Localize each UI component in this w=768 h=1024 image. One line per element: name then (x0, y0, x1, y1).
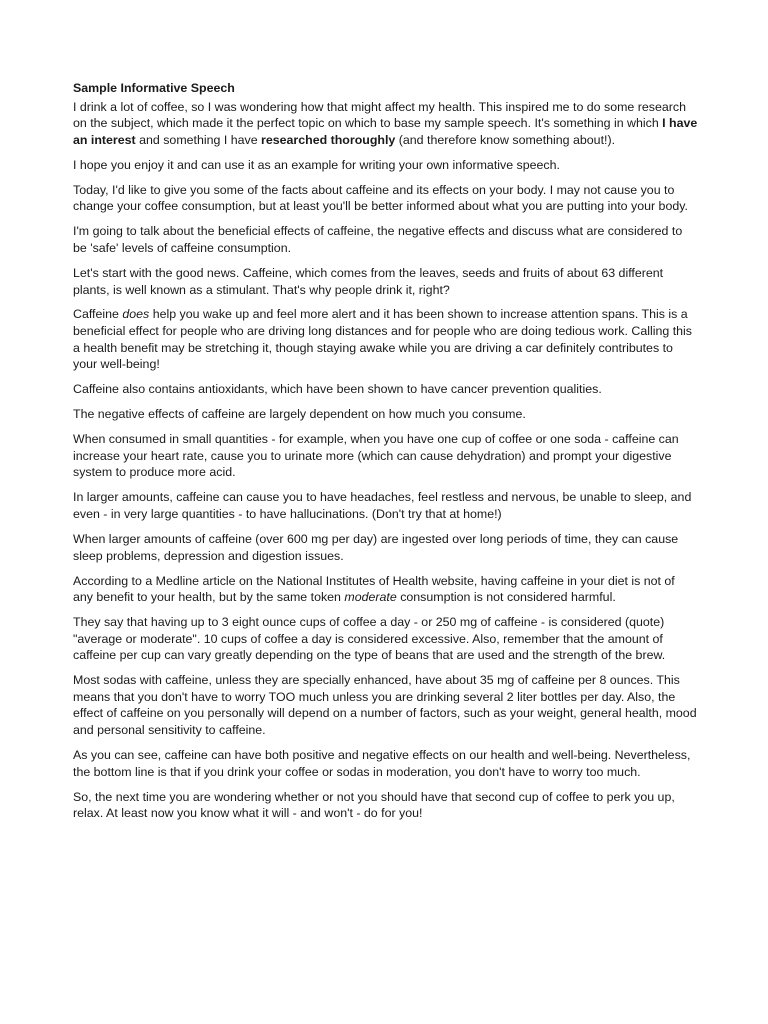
paragraph-text: consumption is not considered harmful. (396, 590, 616, 605)
paragraph: Today, I'd like to give you some of the facts about caffeine and its effects on your body. I may not cause you to change your coffee consumption, but at least you'll be better informed about what you are putting into your body. (73, 182, 688, 214)
paragraph: Caffeine also contains antioxidants, which have been shown to have cancer prevention qualities. (73, 382, 602, 397)
paragraph: So, the next time you are wondering whether or not you should have that second cup of coffee to perk you up, relax. At least now you know what it will - and won't - do for you! (73, 789, 675, 821)
document-title: Sample Informative Speech (73, 81, 235, 95)
paragraph-text: (and therefore know something about!). (395, 132, 616, 147)
paragraph: As you can see, caffeine can have both positive and negative effects on our health and well-being. Nevertheless, the bottom line is that if you drink your coffee or sodas in moderation, you don't have to worry too much. (73, 748, 691, 779)
italic-word-does: does (122, 307, 150, 322)
paragraph: The negative effects of caffeine are largely dependent on how much you consume. (73, 407, 526, 422)
paragraph-intro (73, 99, 698, 149)
paragraph: When larger amounts of caffeine (over 600 mg per day) are ingested over long periods of time, they can cause sleep problems, depression and digestion issues. (73, 531, 679, 563)
paragraph: I hope you enjoy it and can use it as an example for writing your own informative speech. (73, 157, 560, 172)
paragraph: They say that having up to 3 eight ounce cups of coffee a day - or 250 mg of caffeine - is considered (quote) "average or moderate". 10 cups of coffee a day is considered excessive. Also, remember that the amount of caffeine per cup can vary greatly depending on the type of beans that are used and the strength of the brew. (73, 615, 666, 663)
bold-phrase-interest: I have an interest (73, 116, 698, 147)
paragraph: Most sodas with caffeine, unless they are specially enhanced, have about 35 mg of caffeine per 8 ounces. This means that you don't have to worry TOO much unless you are drinking several 2 liter bottles per day. Also, the effect of caffeine on you personally will depend on a number of factors, such as your weight, general health, mood and personal sensitivity to caffeine. (73, 673, 697, 738)
bold-phrase-researched: researched thoroughly (261, 132, 396, 147)
paragraph-text: I drink a lot of coffee, so I was wondering how that might affect my health. This inspired me to do some research on the subject, which made it the perfect topic on which to base my sample speech. It's something in which (73, 99, 686, 131)
paragraph-text: According to a Medline article on the National Institutes of Health website, having caffeine in your diet is not of any benefit to your health, but by the same token (73, 573, 675, 605)
italic-word-moderate: moderate (344, 590, 397, 605)
paragraph-text: and something I have (135, 132, 262, 147)
paragraph-text: help you wake up and feel more alert and it has been shown to increase attention spans. This is a beneficial effect for people who are driving long distances and for people who are doing tedious work. Calling this a health benefit may be stretching it, though staying awake while you are driving a car definitely contributes to your well-being! (73, 307, 692, 372)
paragraph: When consumed in small quantities - for example, when you have one cup of coffee or one soda - caffeine can increase your heart rate, cause you to urinate more (which can cause dehydration) and prompt your digestive system to produce more acid. (73, 432, 679, 480)
paragraph: Let's start with the good news. Caffeine, which comes from the leaves, seeds and fruits of about 63 different plants, is well known as a stimulant. That's why people drink it, right? (73, 265, 664, 297)
paragraph: In larger amounts, caffeine can cause you to have headaches, feel restless and nervous, be unable to sleep, and even - in very large quantities - to have hallucinations. (Don't try that at home!) (73, 490, 692, 521)
paragraph-text: Caffeine (73, 307, 123, 322)
paragraph (73, 306, 698, 372)
paragraph (73, 573, 698, 606)
document-page (73, 80, 698, 830)
paragraph: I'm going to talk about the beneficial effects of caffeine, the negative effects and discuss what are considered to be 'safe' levels of caffeine consumption. (73, 224, 683, 255)
